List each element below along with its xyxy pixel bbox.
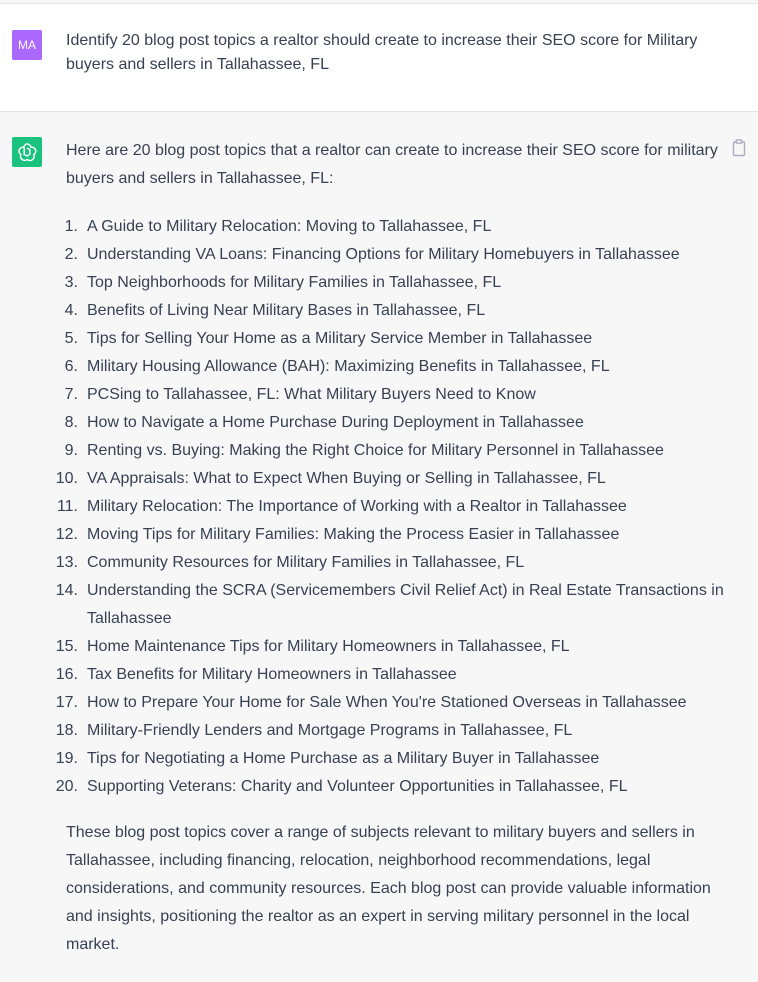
topic-number: 14. bbox=[55, 582, 78, 599]
assistant-avatar bbox=[12, 137, 42, 167]
topic-text: Community Resources for Military Families in Tallahassee, FL bbox=[87, 554, 525, 571]
topic-list bbox=[50, 213, 730, 801]
topic-text: Renting vs. Buying: Making the Right Choice for Military Personnel in Tallahassee bbox=[87, 442, 664, 459]
topic-list-item bbox=[50, 717, 730, 745]
topic-list-item bbox=[50, 437, 730, 465]
topic-number: 8. bbox=[64, 414, 78, 431]
topic-list-item bbox=[50, 521, 730, 549]
topic-number: 17. bbox=[55, 694, 78, 711]
topic-list-item bbox=[50, 381, 730, 409]
topic-number: 7. bbox=[64, 386, 78, 403]
topic-list-item bbox=[50, 325, 730, 353]
topic-number: 1. bbox=[64, 218, 78, 235]
topic-list-item bbox=[50, 241, 730, 269]
topic-text: Military Relocation: The Importance of Working with a Realtor in Tallahassee bbox=[87, 498, 627, 515]
topic-list-item bbox=[50, 297, 730, 325]
topic-number: 18. bbox=[55, 722, 78, 739]
topic-text: PCSing to Tallahassee, FL: What Military Buyers Need to Know bbox=[87, 386, 536, 403]
topic-text: Understanding the SCRA (Servicemembers Civil Relief Act) in Real Estate Transactions in Tallahassee bbox=[87, 582, 724, 627]
topic-text: A Guide to Military Relocation: Moving to Tallahassee, FL bbox=[87, 218, 492, 235]
topic-text: Tips for Negotiating a Home Purchase as a Military Buyer in Tallahassee bbox=[87, 750, 600, 767]
topic-number: 13. bbox=[55, 554, 78, 571]
topic-text: Military Housing Allowance (BAH): Maximizing Benefits in Tallahassee, FL bbox=[87, 358, 610, 375]
topic-number: 19. bbox=[55, 750, 78, 767]
topic-list-item bbox=[50, 493, 730, 521]
openai-logo-icon bbox=[16, 141, 38, 163]
user-avatar: MA bbox=[12, 30, 42, 60]
topic-list-item bbox=[50, 269, 730, 297]
user-message bbox=[0, 4, 758, 112]
topic-text: Understanding VA Loans: Financing Options for Military Homebuyers in Tallahassee bbox=[87, 246, 680, 263]
topic-text: VA Appraisals: What to Expect When Buying or Selling in Tallahassee, FL bbox=[87, 470, 606, 487]
topic-list-item bbox=[50, 213, 730, 241]
topic-text: Home Maintenance Tips for Military Homeowners in Tallahassee, FL bbox=[87, 638, 570, 655]
assistant-outro-text: These blog post topics cover a range of subjects relevant to military buyers and sellers in Tallahassee, including financing, relocation, neighborhood recommendations, legal considerations, and community resources. Each blog post can provide valuable information and insights, positioning the realtor as an expert in serving military personnel in the local market. bbox=[66, 824, 711, 953]
topic-text: Supporting Veterans: Charity and Volunteer Opportunities in Tallahassee, FL bbox=[87, 778, 628, 795]
assistant-intro-text: Here are 20 blog post topics that a realtor can create to increase their SEO score for military buyers and sellers in Tallahassee, FL: bbox=[66, 142, 718, 187]
topic-text: Moving Tips for Military Families: Making the Process Easier in Tallahassee bbox=[87, 526, 620, 543]
topic-number: 20. bbox=[55, 778, 78, 795]
topic-number: 10. bbox=[55, 470, 78, 487]
topic-list-item bbox=[50, 465, 730, 493]
topic-text: Tips for Selling Your Home as a Military Service Member in Tallahassee bbox=[87, 330, 593, 347]
topic-list-item bbox=[50, 689, 730, 717]
topic-list-item bbox=[50, 409, 730, 437]
topic-list-item bbox=[50, 633, 730, 661]
topic-text: Top Neighborhoods for Military Families in Tallahassee, FL bbox=[87, 274, 502, 291]
topic-number: 15. bbox=[55, 638, 78, 655]
topic-text: How to Navigate a Home Purchase During Deployment in Tallahassee bbox=[87, 414, 584, 431]
topic-list-item bbox=[50, 353, 730, 381]
topic-number: 12. bbox=[55, 526, 78, 543]
topic-text: Benefits of Living Near Military Bases in Tallahassee, FL bbox=[87, 302, 486, 319]
topic-list-item bbox=[50, 773, 730, 801]
topic-number: 6. bbox=[64, 358, 78, 375]
topic-text: How to Prepare Your Home for Sale When You're Stationed Overseas in Tallahassee bbox=[87, 694, 687, 711]
topic-text: Military-Friendly Lenders and Mortgage Programs in Tallahassee, FL bbox=[87, 722, 573, 739]
topic-number: 3. bbox=[64, 274, 78, 291]
clipboard-icon bbox=[731, 139, 747, 157]
topic-text: Tax Benefits for Military Homeowners in Tallahassee bbox=[87, 666, 457, 683]
topic-number: 4. bbox=[64, 302, 78, 319]
topic-list-item bbox=[50, 577, 730, 633]
topic-number: 2. bbox=[64, 246, 78, 263]
topic-number: 9. bbox=[64, 442, 78, 459]
topic-list-item bbox=[50, 549, 730, 577]
topic-number: 16. bbox=[55, 666, 78, 683]
assistant-message bbox=[0, 113, 758, 982]
topic-list-item bbox=[50, 745, 730, 773]
copy-button[interactable] bbox=[731, 139, 747, 157]
topic-number: 5. bbox=[64, 330, 78, 347]
topic-number: 11. bbox=[56, 498, 78, 515]
user-message-text: Identify 20 blog post topics a realtor should create to increase their SEO score for Military buyers and sellers in Tallahassee, FL bbox=[66, 32, 698, 73]
topic-list-item bbox=[50, 661, 730, 689]
